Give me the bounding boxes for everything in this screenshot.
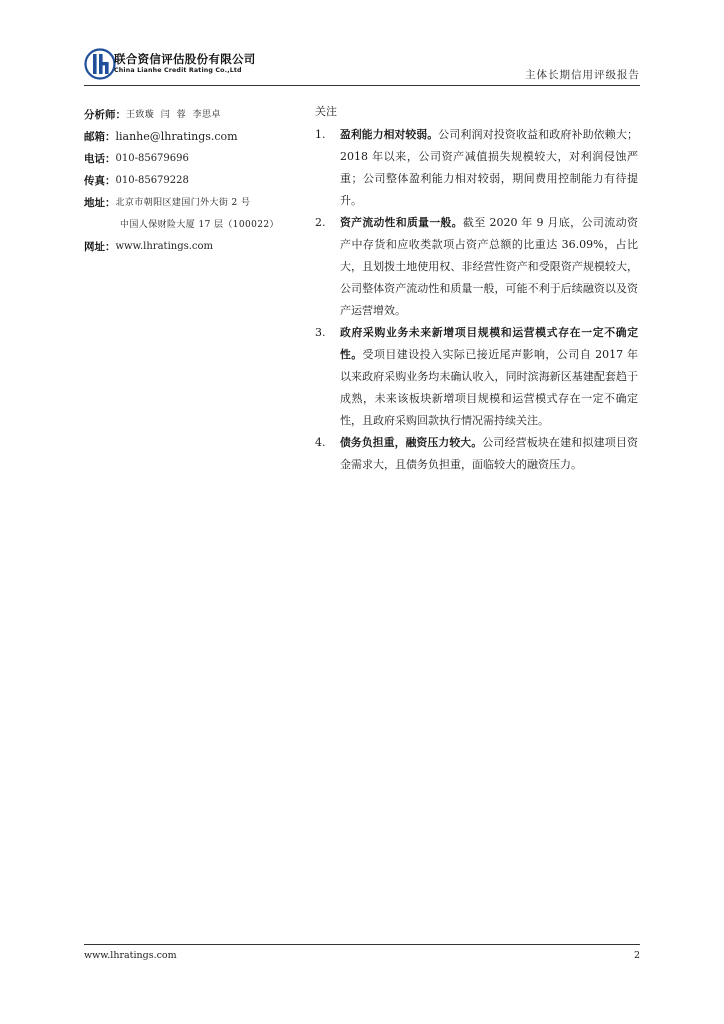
concern-text: 截至 2020 年 9 月底，公司流动资产中存货和应收类款项占资产总额的比重达 36.09%，占比大，且划拨土地使用权、非经营性资产和受限资产规模较大，公司整体资产流动性和质量一般，可能不利于后续融资以及资产运营增效。 xyxy=(340,216,639,317)
concern-heading: 盈利能力相对较弱。 xyxy=(340,128,439,141)
lianhe-logo-icon xyxy=(84,48,118,80)
footer-divider xyxy=(84,944,640,945)
address-line1: 北京市朝阳区建国门外大街 2 号 xyxy=(115,198,251,208)
website-row xyxy=(84,240,294,262)
analyst-names: 王致璇 闫 蓉 李思卓 xyxy=(126,110,221,120)
fax-label: 传真： xyxy=(84,175,116,187)
concern-item-3 xyxy=(315,322,638,432)
phone-label: 电话： xyxy=(84,153,116,165)
concern-heading: 资产流动性和质量一般。 xyxy=(340,216,463,229)
fax-value: 010-85679228 xyxy=(115,175,189,186)
address-row-2 xyxy=(84,218,294,240)
concern-item-2 xyxy=(315,212,638,322)
concern-text: 公司利润对投资收益和政府补助依赖大；2018 年以来，公司资产减值损失规模较大，对利润侵蚀严重；公司整体盈利能力相对较弱，期间费用控制能力有待提升。 xyxy=(340,128,639,207)
email-label: 邮箱： xyxy=(84,131,116,143)
concerns-section xyxy=(315,104,638,476)
header-divider xyxy=(84,85,640,86)
address-line2: 中国人保财险大厦 17 层（100022） xyxy=(120,220,279,230)
company-name-cn: 联合资信评估股份有限公司 xyxy=(114,52,256,66)
concern-number: 3. xyxy=(315,326,326,339)
website-label: 网址： xyxy=(84,241,116,253)
concern-number: 4. xyxy=(315,436,326,449)
page-number: 2 xyxy=(633,950,640,961)
email-value: lianhe@lhratings.com xyxy=(115,130,238,143)
concern-item-4 xyxy=(315,432,638,476)
analyst-label: 分析师： xyxy=(84,109,126,121)
concern-number: 1. xyxy=(315,128,326,141)
concern-text: 受项目建设投入实际已接近尾声影响，公司自 2017 年以来政府采购业务均未确认收入，同时滨海新区基建配套趋于成熟，未来该板块新增项目规模和运营模式存在一定不确定性，且政府采购回款执行情况需持续关注。 xyxy=(340,348,638,427)
phone-row xyxy=(84,152,294,174)
email-row xyxy=(84,130,294,152)
website-value: www.lhratings.com xyxy=(115,241,214,252)
concern-heading: 政府采购业务未来新增项目规模和运营模式存在一定不确定性。 xyxy=(340,326,638,361)
footer-website: www.lhratings.com xyxy=(84,950,177,961)
company-name-en: China Lianhe Credit Rating Co.,Ltd xyxy=(114,67,242,74)
report-type: 主体长期信用评级报告 xyxy=(525,69,640,81)
contact-info xyxy=(84,108,294,262)
concern-heading: 债务负担重，融资压力较大。 xyxy=(340,436,483,449)
address-row xyxy=(84,196,294,218)
concern-number: 2. xyxy=(315,216,326,229)
concerns-title: 关注 xyxy=(315,105,337,118)
analyst-row xyxy=(84,108,294,130)
concern-item-1 xyxy=(315,124,638,212)
concern-text: 公司经营板块在建和拟建项目资金需求大，且债务负担重，面临较大的融资压力。 xyxy=(340,436,639,471)
address-label: 地址： xyxy=(84,197,116,209)
fax-row xyxy=(84,174,294,196)
phone-value: 010-85679696 xyxy=(115,153,189,164)
